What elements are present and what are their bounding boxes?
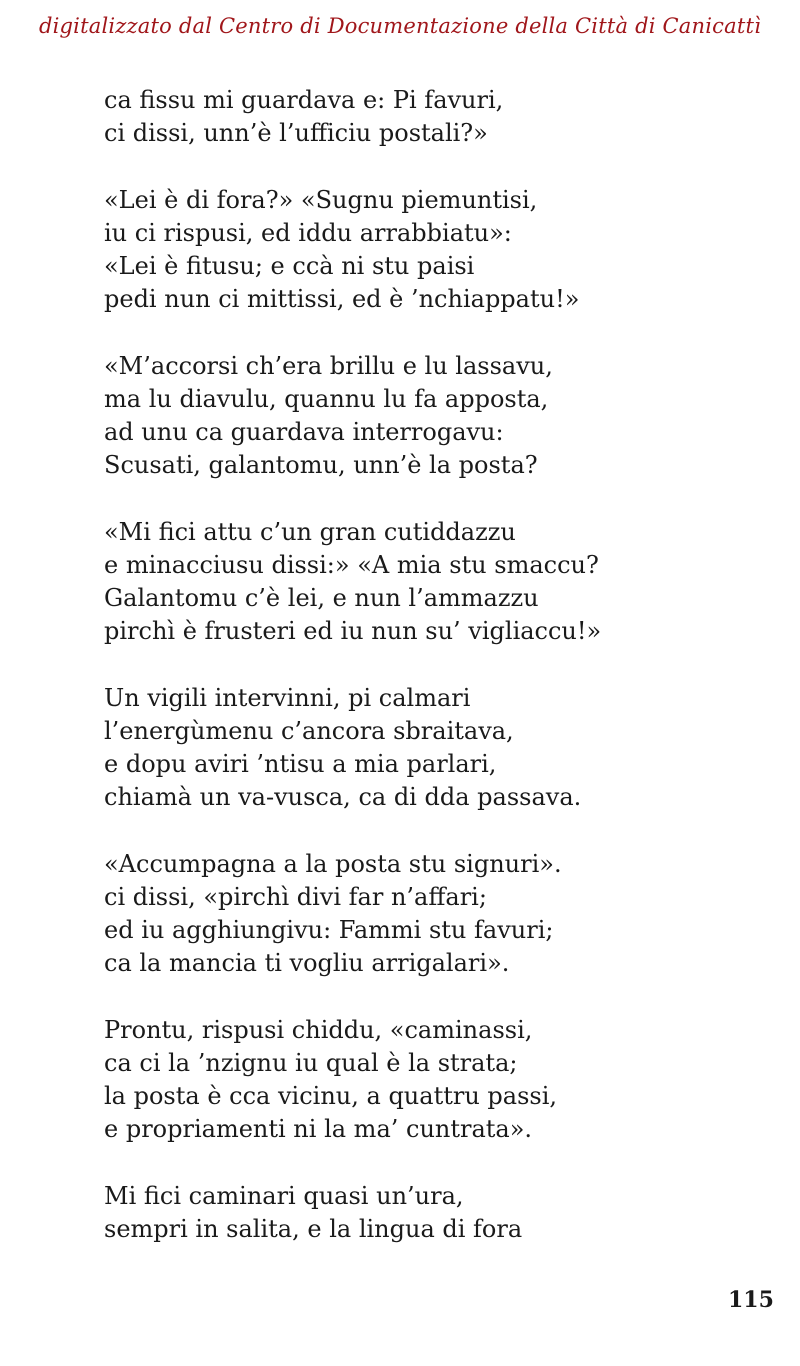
verse-line: e dopu aviri ’ntisu a mia parlari, [104, 750, 497, 778]
verse-line: Galantomu c’è lei, e nun l’ammazzu [104, 584, 539, 612]
verse-line: l’energùmenu c’ancora sbraitava, [104, 717, 514, 745]
verse-line: Mi fici caminari quasi un’ura, [104, 1182, 464, 1210]
verse-line: Prontu, rispusi chiddu, «caminassi, [104, 1016, 533, 1044]
verse-line: ci dissi, unn’è l’ufficiu postali?» [104, 119, 488, 147]
verse-line: ma lu diavulu, quannu lu fa apposta, [104, 385, 549, 413]
verse-line: la posta è cca vicinu, a quattru passi, [104, 1082, 558, 1110]
verse-line: chiamà un va-vusca, ca di dda passava. [104, 783, 582, 811]
verse-line: ca la mancia ti vogliu arrigalari». [104, 949, 510, 977]
verse-line: ad unu ca guardava interrogavu: [104, 418, 504, 446]
stanza [104, 1180, 744, 1246]
verse-line: pedi nun ci mittissi, ed è ’nchiappatu!» [104, 285, 580, 313]
verse-line: «Lei è fitusu; e ccà ni stu paisi [104, 252, 475, 280]
verse-line: pirchì è frusteri ed iu nun su’ vigliaccu!» [104, 617, 602, 645]
stanza [104, 184, 744, 316]
stanza [104, 516, 744, 648]
verse-line: ca fissu mi guardava e: Pi favuri, [104, 86, 504, 114]
verse-line: «M’accorsi ch’era brillu e lu lassavu, [104, 352, 553, 380]
verse-line: e minacciusu dissi:» «A mia stu smaccu? [104, 551, 599, 579]
verse-line: «Accumpagna a la posta stu signuri». [104, 850, 562, 878]
verse-line: Scusati, galantomu, unn’è la posta? [104, 451, 538, 479]
stanza [104, 350, 744, 482]
poem-body [104, 84, 744, 1280]
verse-line: sempri in salita, e la lingua di fora [104, 1215, 523, 1243]
verse-line: «Mi fici attu c’un gran cutiddazzu [104, 518, 516, 546]
verse-line: Un vigili intervinni, pi calmari [104, 684, 471, 712]
verse-line: ca ci la ’nzignu iu qual è la strata; [104, 1049, 518, 1077]
header-watermark: digitalizzato dal Centro di Documentazione della Città di Canicattì [38, 14, 762, 38]
stanza [104, 848, 744, 980]
verse-line: e propriamenti ni la ma’ cuntrata». [104, 1115, 533, 1143]
stanza [104, 84, 744, 150]
verse-line: ed iu agghiungivu: Fammi stu favuri; [104, 916, 554, 944]
verse-line: «Lei è di fora?» «Sugnu piemuntisi, [104, 186, 538, 214]
stanza [104, 682, 744, 814]
stanza [104, 1014, 744, 1146]
page-number: 115 [728, 1287, 774, 1313]
verse-line: iu ci rispusi, ed iddu arrabbiatu»: [104, 219, 512, 247]
verse-line: ci dissi, «pirchì divi far n’affari; [104, 883, 487, 911]
